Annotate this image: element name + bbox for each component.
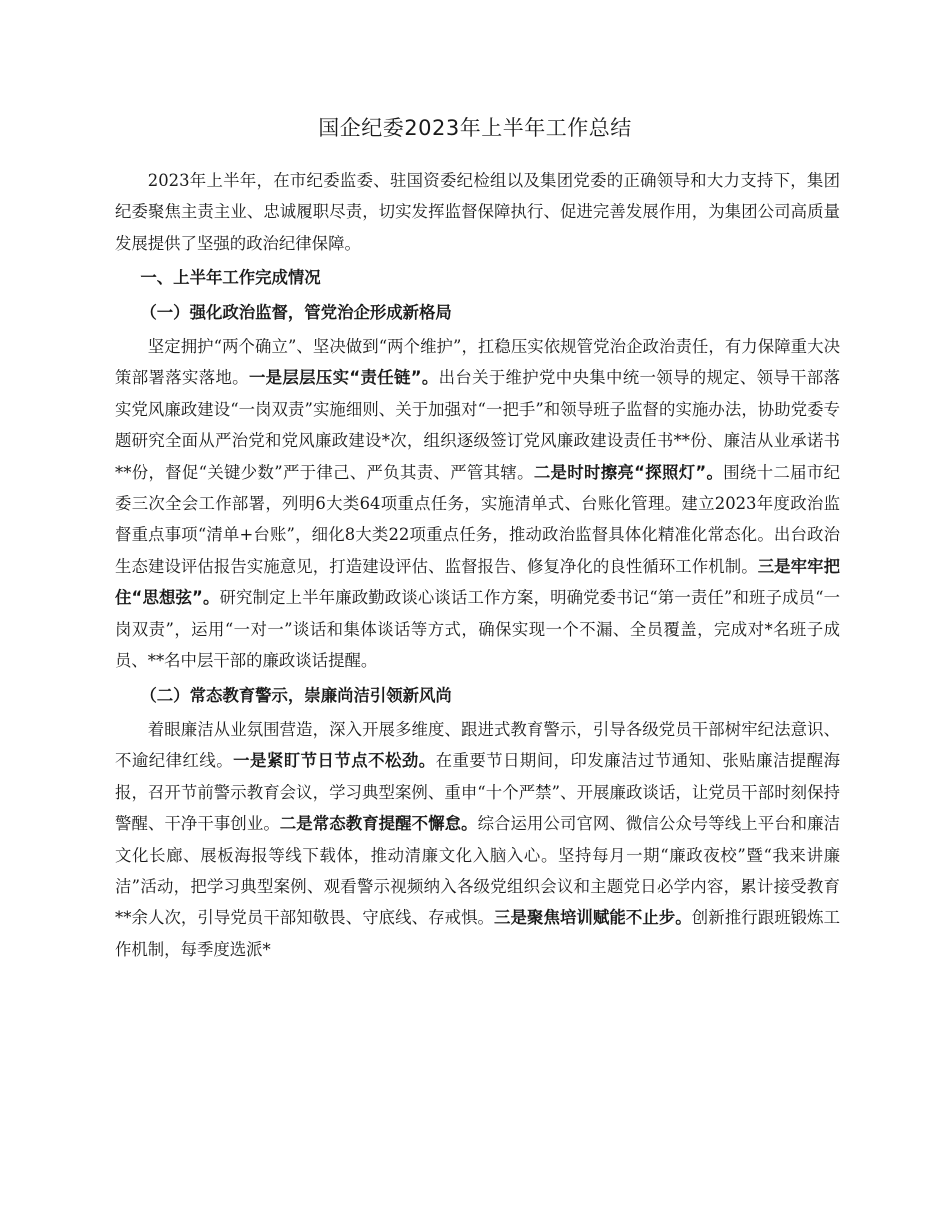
subsection-1-paragraph — [115, 331, 840, 676]
paragraph-text: 创新推行跟班锻炼工作机制，每季度选派* — [115, 908, 841, 959]
paragraph-text: 围绕十二届市纪委三次全会工作部署，列明6大类64项重点任务，实施清单式、台账化管理。建立2023年度政治监督重点事项“清单+台账”，细化8大类22项重点任务，推动政治监督具体化精准化常态化。出台政治生态建设评估报告实施意见，打造建设评估、监督报告、修复净化的良性循环工作机制。 — [115, 462, 841, 576]
paragraph-text: 着眼廉洁从业氛围营造，深入开展多维度、跟进式教育警示，引导各级党员干部树牢纪法意识、不逾纪律红线。 — [115, 719, 840, 771]
subsection-heading-1: （一）强化政治监督，管党治企形成新格局 — [140, 302, 452, 322]
intro-paragraph: 2023年上半年，在市纪委监委、驻国资委纪检组以及集团党委的正确领导和大力支持下，集团纪委聚焦主责主业、忠诚履职尽责，切实发挥监督保障执行、促进完善发展作用，为集团公司高质量发展提供了坚强的政治纪律保障。 — [115, 171, 840, 253]
paragraph-text: 研究制定上半年廉政勤政谈心谈话工作方案，明确党委书记“第一责任”和班子成员“一岗双责”，运用“一对一”谈话和集体谈话等方式，确保实现一个不漏、全员覆盖，完成对*名班子成员、**名中层干部的廉政谈话提醒。 — [115, 588, 841, 671]
subsection-heading-2: （二）常态教育警示，崇廉尚洁引领新风尚 — [140, 685, 452, 705]
paragraph-text: 在重要节日期间，印发廉洁过节通知、张贴廉洁提醒海报，召开节前警示教育会议，学习典型案例、重申“十个严禁”、开展廉政谈话，让党员干部时刻保持警醒、干净干事创业。 — [115, 751, 841, 834]
bold-lead: 一是层层压实“责任链”。 — [248, 368, 439, 388]
section-heading: 一、上半年工作完成情况 — [140, 268, 321, 288]
bold-lead: 三是牢牢把住“思想弦”。 — [115, 556, 841, 608]
bold-lead: 一是紧盯节日节点不松劲。 — [233, 751, 436, 771]
bold-lead: 二是时时擦亮“探照灯”。 — [533, 462, 724, 482]
paragraph-text: 综合运用公司官网、微信公众号等线上平台和廉洁文化长廊、展板海报等线下载体，推动清廉文化入脑入心。坚持每月一期“廉政夜校”暨“我来讲廉洁”活动，把学习典型案例、观看警示视频纳入各级党组织会议和主题党日必学内容，累计接受教育**余人次，引导党员干部知敬畏、守底线、存戒惧。 — [115, 814, 841, 928]
paragraph-text: 坚定拥护“两个确立”、坚决做到“两个维护”，扛稳压实依规管党治企政治责任，有力保障重大决策部署落实落地。 — [115, 337, 840, 388]
document-body — [115, 165, 840, 965]
bold-lead: 三是聚焦培训赋能不止步。 — [494, 908, 692, 928]
document-title: 国企纪委2023年上半年工作总结 — [318, 116, 632, 140]
paragraph-text: 出台关于维护党中央集中统一领导的规定、领导干部落实党风廉政建设“一岗双责”实施细则、关于加强对“一把手”和领导班子监督的实施办法，协助党委专题研究全面从严治党和党风廉政建设*次，组织逐级签订党风廉政建设责任书**份、廉洁从业承诺书**份，督促“关键少数”严于律己、严负其责、严管其辖。 — [115, 368, 841, 482]
bold-lead: 二是常态教育提醒不懈怠。 — [279, 814, 478, 834]
subsection-2-paragraph — [115, 714, 840, 965]
